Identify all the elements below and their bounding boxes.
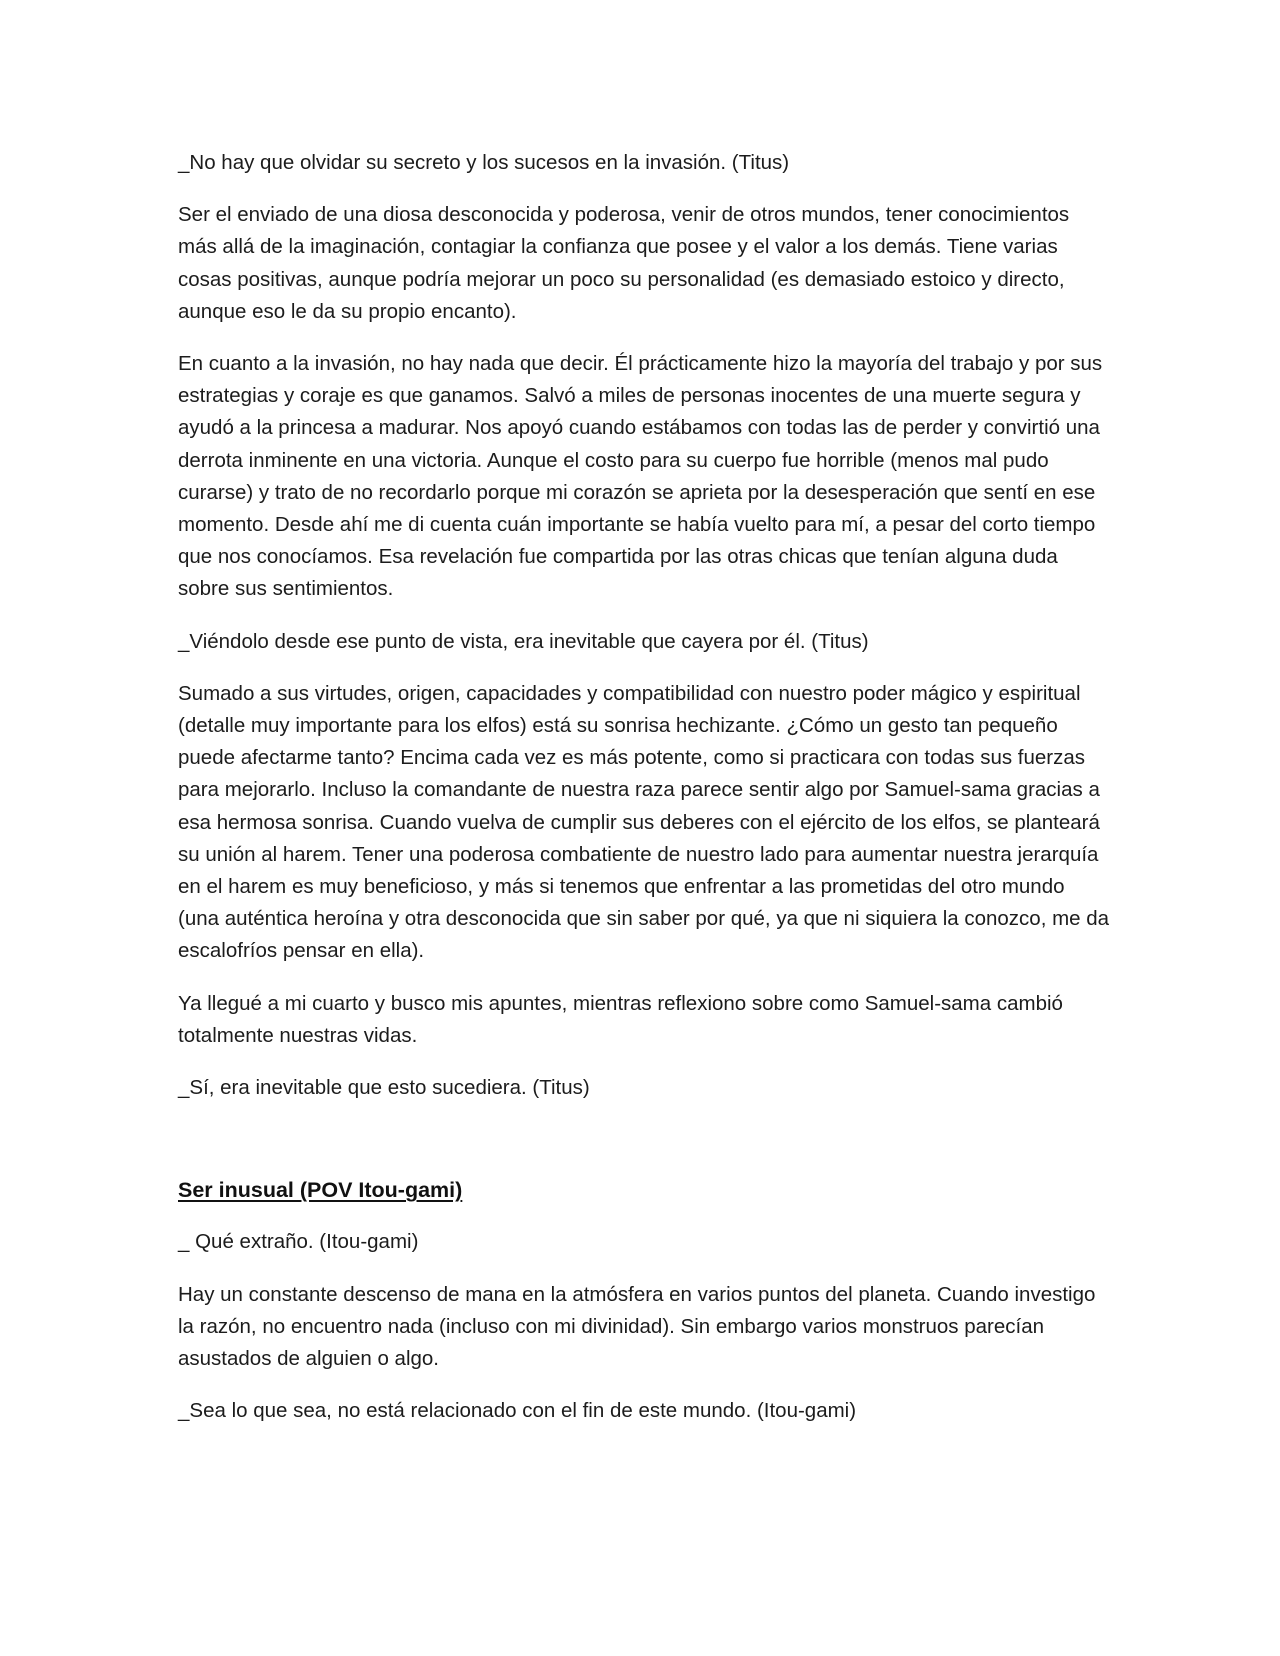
dialogue-line: _Viéndolo desde ese punto de vista, era inevitable que cayera por él. (Titus) [178, 629, 869, 653]
dialogue-line: _No hay que olvidar su secreto y los sucesos en la invasión. (Titus) [178, 151, 790, 174]
dialogue-line: _Sí, era inevitable que esto sucediera. (Titus) [178, 1076, 590, 1100]
body-paragraph: Ser el enviado de una diosa desconocida y poderosa, venir de otros mundos, tener conocimientos más allá de la imaginación, contagiar la confianza que posee y el valor a los demás. Tiene varias cosas positivas, aunque podría mejorar un poco su personalidad (es demasiado estoico y directo, aunque eso le da su propio encanto). [178, 203, 1070, 323]
dialogue-line: _ Qué extraño. (Itou-gami) [178, 1230, 419, 1254]
document-page [178, 147, 1110, 1448]
body-paragraph: En cuanto a la invasión, no hay nada que decir. Él prácticamente hizo la mayoría del trabajo y por sus estrategias y coraje es que ganamos. Salvó a miles de personas inocentes de una muerte segura y ayudó a la princesa a madurar. Nos apoyó cuando estábamos con todas las de perder y convirtió una derrota inminente en una victoria. Aunque el costo para su cuerpo fue horrible (menos mal pudo curarse) y trato de no recordarlo porque mi corazón se aprieta por la desesperación que sentí en ese momento. Desde ahí me di cuenta cuán importante se había vuelto para mí, a pesar del corto tiempo que nos conocíamos. Esa revelación fue compartida por las otras chicas que tenían alguna duda sobre sus sentimientos. [178, 352, 1103, 601]
section-heading: Ser inusual (POV Itou-gami) [178, 1178, 463, 1203]
body-paragraph: Ya llegué a mi cuarto y busco mis apuntes, mientras reflexiono sobre como Samuel-sama cambió totalmente nuestras vidas. [178, 991, 1063, 1047]
body-paragraph: Hay un constante descenso de mana en la atmósfera en varios puntos del planeta. Cuando investigo la razón, no encuentro nada (incluso con mi divinidad). Sin embargo varios monstruos parecían asustados de alguien o algo. [178, 1282, 1096, 1371]
body-paragraph: Sumado a sus virtudes, origen, capacidades y compatibilidad con nuestro poder mágico y espiritual (detalle muy importante para los elfos) está su sonrisa hechizante. ¿Cómo un gesto tan pequeño puede afectarme tanto? Encima cada vez es más potente, como si practicara con todas sus fuerzas para mejorarlo. Incluso la comandante de nuestra raza parece sentir algo por Samuel-sama gracias a esa hermosa sonrisa. Cuando vuelva de cumplir sus deberes con el ejército de los elfos, se planteará su unión al harem. Tener una poderosa combatiente de nuestro lado para aumentar nuestra jerarquía en el harem es muy beneficioso, y más si tenemos que enfrentar a las prometidas del otro mundo (una auténtica heroína y otra desconocida que sin saber por qué, ya que ni siquiera la conozco, me da escalofríos pensar en ella). [178, 681, 1110, 963]
dialogue-line: _Sea lo que sea, no está relacionado con el fin de este mundo. (Itou-gami) [178, 1399, 857, 1423]
